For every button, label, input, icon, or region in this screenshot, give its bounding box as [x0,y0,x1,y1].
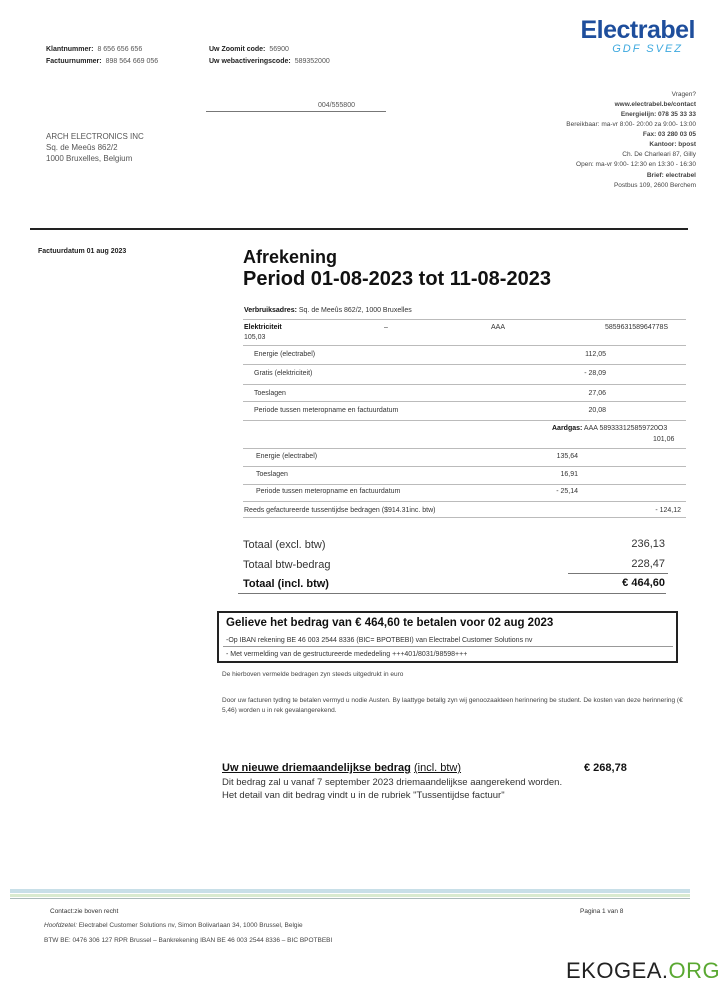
invoice-date: Factuurdatum 01 aug 2023 [38,248,127,255]
quarterly-heading-paren: (incl. btw) [413,762,462,774]
contact-postbox: Postbus 109, 2600 Berchem [613,181,696,189]
prepaid-label: Reeds gefactureerde tussentijdse bedragen ($914.31inc. btw) [244,507,436,514]
total-incl-value: € 464,60 [622,577,665,589]
recipient-street: Sq. de Meeûs 862/2 [46,143,118,153]
client-number-label: Klantnummer: [46,46,94,53]
table-rule [243,420,686,421]
recipient-address [46,131,144,165]
table-row-value: 112,05 [585,351,606,358]
contact-phone: Energielijn: 078 35 33 33 [620,111,696,119]
contact-office-address: Ch. De Charleari 87, Gilly [622,151,696,159]
total-excl-label: Totaal (excl. btw) [243,539,326,551]
footer-vat-bank: BTW BE: 0476 306 127 RPR Brussel – Bankrekening IBAN BE 46 003 2544 8336 – BIC BPOTBEBI [44,937,333,944]
electricity-amount: 105,03 [244,334,266,341]
watermark-part-2: ORG [668,958,720,983]
recipient-city: 1000 Bruxelles, Belgium [46,154,133,164]
payment-iban-line: -Op IBAN rekening BE 46 003 2544 8336 (BIC= BPOTBEBI) van Electrabel Customer Solutions nv [226,637,533,644]
footer-band-rule [10,898,690,899]
electricity-label: Elektriciteit [244,324,282,331]
quarterly-heading-text: Uw nieuwe driemaandelijkse bedrag [222,762,411,774]
table-row-label: Periode tussen meteropname en factuurdatum [254,407,399,414]
contact-office-hours: Open: ma-vr 9:00- 12:30 en 13:30 - 16:30 [576,161,696,169]
table-rule [243,401,686,402]
gas-amount: 101,06 [653,436,675,443]
table-rule [243,517,686,518]
watermark [566,958,720,984]
quarterly-detail [222,777,662,803]
table-row-value: 135,64 [556,453,578,460]
footer-company-label: Hoofdzetel: [44,922,77,929]
table-rule [243,501,686,502]
footer-company [44,922,303,929]
reference-rule [206,111,386,112]
zoomit-code-value: 56900 [269,46,289,53]
table-row-value: - 28,09 [584,370,606,377]
logo-subtitle: GDF SVEZ [612,43,683,55]
payment-heading: Gelieve het bedrag van € 464,60 te betalen voor 02 aug 2023 [226,617,554,629]
quarterly-amount-section [222,762,662,803]
reference-code: 004/555800 [318,102,355,109]
contact-fax: Fax: 03 280 03 05 [642,131,696,139]
contact-line: Vragen? [671,91,696,98]
invoice-period: Period 01-08-2023 tot 11-08-2023 [243,268,551,290]
invoice-number-label: Factuurnummer: [46,58,102,66]
table-row-value: 27,06 [588,390,606,397]
invoice-number-value: 898 564 669 056 [105,58,159,66]
contact-office: Kantoor: bpost [649,141,696,149]
table-rule [243,319,686,320]
zoomit-code-label: Uw Zoomit code: [209,46,266,53]
currency-note: De hierboven vermelde bedragen zyn steeds uitgedrukt in euro [222,671,404,678]
recipient-name: ARCH ELECTRONICS INC [46,132,144,141]
quarterly-line-1: Dit bedrag zal u vanaf 7 september 2023 driemaandelijkse aangerekend worden. [222,777,563,788]
invoice-title: Afrekening [243,247,338,267]
table-row-label: Energie (electrabel) [254,351,316,358]
footer-contact: Contact:zie boven recht [50,908,119,915]
table-row-label: Energie (electrabel) [256,453,318,460]
web-activation-value: 589352000 [294,58,330,66]
table-row-value: 20,08 [588,407,606,414]
payment-rule [223,646,673,647]
table-row-label: Periode tussen meteropname en factuurdatum [256,488,401,495]
contact-letter: Brief: electrabel [646,171,696,179]
id-row-1 [46,45,366,54]
table-rule [243,345,686,346]
footer-band-green [10,894,690,897]
contact-website[interactable]: www.electrabel.be/contact [614,101,696,109]
table-rule [243,466,686,467]
prepaid-value: - 124,12 [655,507,681,514]
table-rule [243,364,686,365]
logo-brand: Electrabel [580,16,695,44]
contact-block [436,90,696,191]
table-row-label: Toeslagen [256,471,288,478]
totals-rule [568,573,668,574]
gas-code: AAA 589333125859720O3 [583,425,668,432]
quarterly-amount: € 268,78 [584,762,627,774]
table-row-label: Gratis (elektriciteit) [254,370,313,377]
id-row-2 [46,57,366,66]
footer-band [10,889,690,899]
table-rule [243,384,686,385]
total-vat-value: 228,47 [631,558,665,570]
total-excl-value: 236,13 [631,538,665,550]
contact-hours: Bereikbaar: ma-vr 8:00- 20:00 za 9:00- 13:00 [566,121,696,129]
electricity-dash: – [384,324,388,331]
table-rule [243,448,686,449]
total-vat-label: Totaal btw-bedrag [243,559,331,571]
payment-reference-line: - Met vermelding van de gestructureerde mededeling +++401/8031/98598+++ [226,651,468,658]
header-divider [30,228,688,230]
usage-address-label: Verbruiksadres: [244,307,297,314]
electricity-code: AAA [491,324,506,331]
late-payment-note: Door uw facturen tydlng te betalen vermyd u nodie Austen. By laattyge betallg zyn wij genoozaakteen herinnering be student. De kosten van deze herinnering (€ 5,46) worden u in rek gevalangerekend. [222,697,683,714]
footer-band-blue [10,889,690,893]
electrabel-logo [555,16,695,55]
totals-bottom-rule [238,593,666,594]
page-number: Pagina 1 van 8 [580,908,624,915]
usage-address-value: Sq. de Meeûs 862/2, 1000 Bruxelles [298,307,412,314]
gas-label: Aardgas: [552,425,583,432]
account-identifiers [46,45,366,69]
footer-company-text: Electrabel Customer Solutions nv, Simon Bolivarlaan 34, 1000 Brussel, Belgie [78,922,303,929]
table-row-value: 16,91 [560,471,578,478]
table-row-value: - 25,14 [556,488,578,495]
payment-instructions [217,611,678,663]
watermark-part-1: EKOGEA. [566,958,669,983]
electricity-ean: 585963158964778S [605,324,669,331]
client-number-value: 8 656 656 656 [97,46,143,53]
table-rule [243,484,686,485]
quarterly-line-2: Het detail van dit bedrag vindt u in de rubriek "Tussentijdse factuur" [222,789,505,801]
gas-header [552,425,667,432]
web-activation-label: Uw webactiveringscode: [209,58,291,66]
total-incl-label: Totaal (incl. btw) [243,578,329,590]
usage-address [244,307,412,314]
table-row-label: Toeslagen [254,390,286,397]
